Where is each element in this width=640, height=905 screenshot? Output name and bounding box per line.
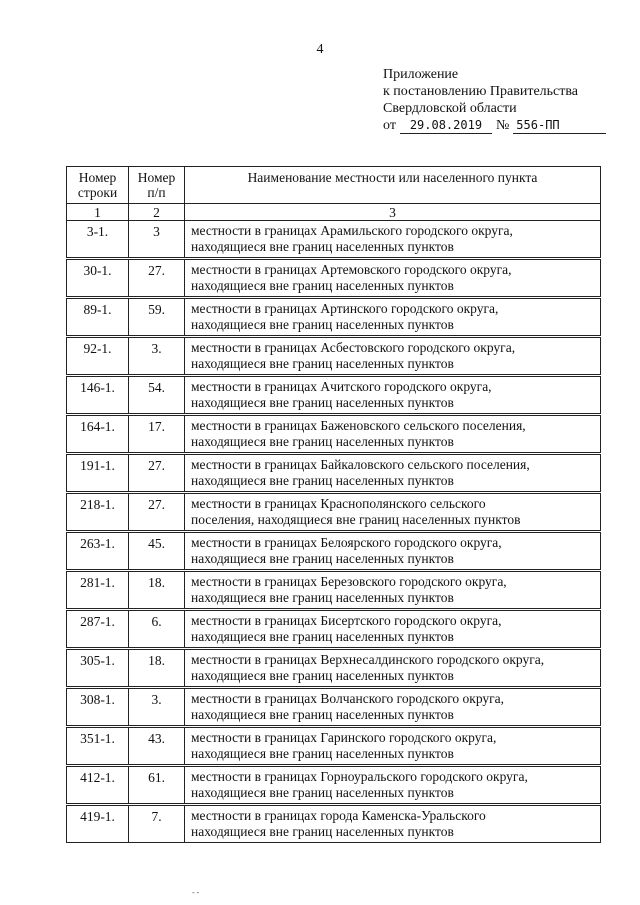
line-number: 305-1. — [67, 649, 129, 688]
locality-name-line-2: находящиеся вне границ населенных пунктов — [191, 785, 454, 800]
locality-name-line-2: находящиеся вне границ населенных пунктов — [191, 590, 454, 605]
table-row — [67, 493, 601, 532]
pp-number: 3 — [129, 221, 185, 259]
locality-name-line-1: местности в границах Арамильского городского округа, — [191, 223, 513, 238]
column-number: 1 — [67, 204, 129, 221]
column-number: 2 — [129, 204, 185, 221]
table-row — [67, 571, 601, 610]
locality-name-line-2: находящиеся вне границ населенных пунктов — [191, 434, 454, 449]
table-row — [67, 610, 601, 649]
pp-number: 17. — [129, 415, 185, 454]
locality-name-line-1: местности в границах Волчанского городского округа, — [191, 691, 505, 706]
line-number: 89-1. — [67, 298, 129, 337]
locality-name — [185, 221, 601, 259]
locality-name-line-2: находящиеся вне границ населенных пунктов — [191, 317, 454, 332]
locality-name — [185, 649, 601, 688]
registry-table — [66, 166, 601, 843]
table-row — [67, 376, 601, 415]
line-number: 164-1. — [67, 415, 129, 454]
locality-name-line-2: находящиеся вне границ населенных пунктов — [191, 746, 454, 761]
table-row — [67, 298, 601, 337]
line-number: 92-1. — [67, 337, 129, 376]
line-number: 419-1. — [67, 805, 129, 843]
appendix-title: Приложение — [383, 67, 459, 82]
pp-number: 43. — [129, 727, 185, 766]
locality-name — [185, 259, 601, 298]
appendix-block — [383, 66, 623, 134]
appendix-line-3: Свердловской области — [383, 101, 517, 116]
locality-name — [185, 727, 601, 766]
pp-number: 27. — [129, 259, 185, 298]
pp-number: 27. — [129, 454, 185, 493]
locality-name-line-1: местности в границах Бисертского городского округа, — [191, 613, 502, 628]
appendix-line-2: к постановлению Правительства — [383, 84, 579, 99]
locality-name — [185, 766, 601, 805]
resolution-number: 556-ПП — [513, 118, 606, 134]
pp-number: 7. — [129, 805, 185, 843]
line-number: 308-1. — [67, 688, 129, 727]
resolution-date: 29.08.2019 — [400, 118, 492, 134]
table-row — [67, 454, 601, 493]
locality-name-line-2: находящиеся вне границ населенных пунктов — [191, 668, 454, 683]
locality-name — [185, 454, 601, 493]
table-row — [67, 649, 601, 688]
pp-number: 18. — [129, 571, 185, 610]
locality-name-line-1: местности в границах города Каменска-Уральского — [191, 808, 486, 823]
locality-name-line-2: находящиеся вне границ населенных пунктов — [191, 824, 454, 839]
locality-name-line-1: местности в границах Ачитского городского округа, — [191, 379, 492, 394]
pp-number: 6. — [129, 610, 185, 649]
header-line-number: Номер строки — [67, 167, 129, 204]
line-number: 281-1. — [67, 571, 129, 610]
locality-name-line-2: находящиеся вне границ населенных пунктов — [191, 239, 454, 254]
pp-number: 3. — [129, 337, 185, 376]
table-row — [67, 415, 601, 454]
pp-number: 59. — [129, 298, 185, 337]
line-number: 412-1. — [67, 766, 129, 805]
locality-name-line-1: местности в границах Березовского городского округа, — [191, 574, 507, 589]
locality-name-line-1: местности в границах Баженовского сельского поселения, — [191, 418, 526, 433]
pp-number: 54. — [129, 376, 185, 415]
locality-name-line-1: местности в границах Верхнесалдинского городского округа, — [191, 652, 545, 667]
table-row — [67, 688, 601, 727]
locality-name-line-1: местности в границах Артинского городского округа, — [191, 301, 499, 316]
pp-number: 18. — [129, 649, 185, 688]
locality-name — [185, 610, 601, 649]
locality-name-line-1: местности в границах Байкаловского сельского поселения, — [191, 457, 530, 472]
locality-name — [185, 337, 601, 376]
table-row — [67, 337, 601, 376]
locality-name — [185, 493, 601, 532]
locality-name-line-1: местности в границах Асбестовского городского округа, — [191, 340, 516, 355]
locality-name-line-2: находящиеся вне границ населенных пунктов — [191, 395, 454, 410]
locality-name-line-2: находящиеся вне границ населенных пунктов — [191, 707, 454, 722]
header-pp-number: Номер п/п — [129, 167, 185, 204]
line-number: 3-1. — [67, 221, 129, 259]
locality-name — [185, 376, 601, 415]
locality-name-line-2: находящиеся вне границ населенных пунктов — [191, 278, 454, 293]
locality-name-line-2: поселения, находящиеся вне границ населенных пунктов — [191, 512, 521, 527]
locality-name — [185, 532, 601, 571]
pp-number: 27. — [129, 493, 185, 532]
table-row — [67, 221, 601, 259]
appendix-date-row — [383, 117, 623, 134]
locality-name-line-1: местности в границах Артемовского городского округа, — [191, 262, 512, 277]
locality-name — [185, 805, 601, 843]
line-number: 263-1. — [67, 532, 129, 571]
table-row — [67, 259, 601, 298]
locality-name-line-1: местности в границах Краснополянского сельского — [191, 496, 486, 511]
table-row — [67, 532, 601, 571]
page-number: 4 — [316, 42, 324, 57]
locality-name — [185, 688, 601, 727]
locality-name — [185, 571, 601, 610]
pp-number: 61. — [129, 766, 185, 805]
column-number: 3 — [185, 204, 601, 221]
line-number: 146-1. — [67, 376, 129, 415]
locality-name-line-2: находящиеся вне границ населенных пунктов — [191, 356, 454, 371]
line-number: 218-1. — [67, 493, 129, 532]
locality-name-line-2: находящиеся вне границ населенных пунктов — [191, 473, 454, 488]
header-locality-name: Наименование местности или населенного пункта — [185, 167, 601, 204]
pp-number: 45. — [129, 532, 185, 571]
locality-name — [185, 415, 601, 454]
scan-mark: - - — [192, 888, 200, 897]
table-row — [67, 805, 601, 843]
table-row — [67, 727, 601, 766]
locality-name-line-2: находящиеся вне границ населенных пунктов — [191, 629, 454, 644]
line-number: 351-1. — [67, 727, 129, 766]
locality-name — [185, 298, 601, 337]
locality-name-line-1: местности в границах Гаринского городского округа, — [191, 730, 497, 745]
table-header-row — [67, 167, 601, 204]
line-number: 287-1. — [67, 610, 129, 649]
locality-name-line-2: находящиеся вне границ населенных пунктов — [191, 551, 454, 566]
pp-number: 3. — [129, 688, 185, 727]
line-number: 30-1. — [67, 259, 129, 298]
locality-name-line-1: местности в границах Горноуральского городского округа, — [191, 769, 528, 784]
line-number: 191-1. — [67, 454, 129, 493]
date-prefix: от — [383, 118, 396, 133]
table-row — [67, 766, 601, 805]
locality-name-line-1: местности в границах Белоярского городского округа, — [191, 535, 502, 550]
number-prefix: № — [495, 118, 510, 133]
column-numbers-row — [67, 204, 601, 221]
